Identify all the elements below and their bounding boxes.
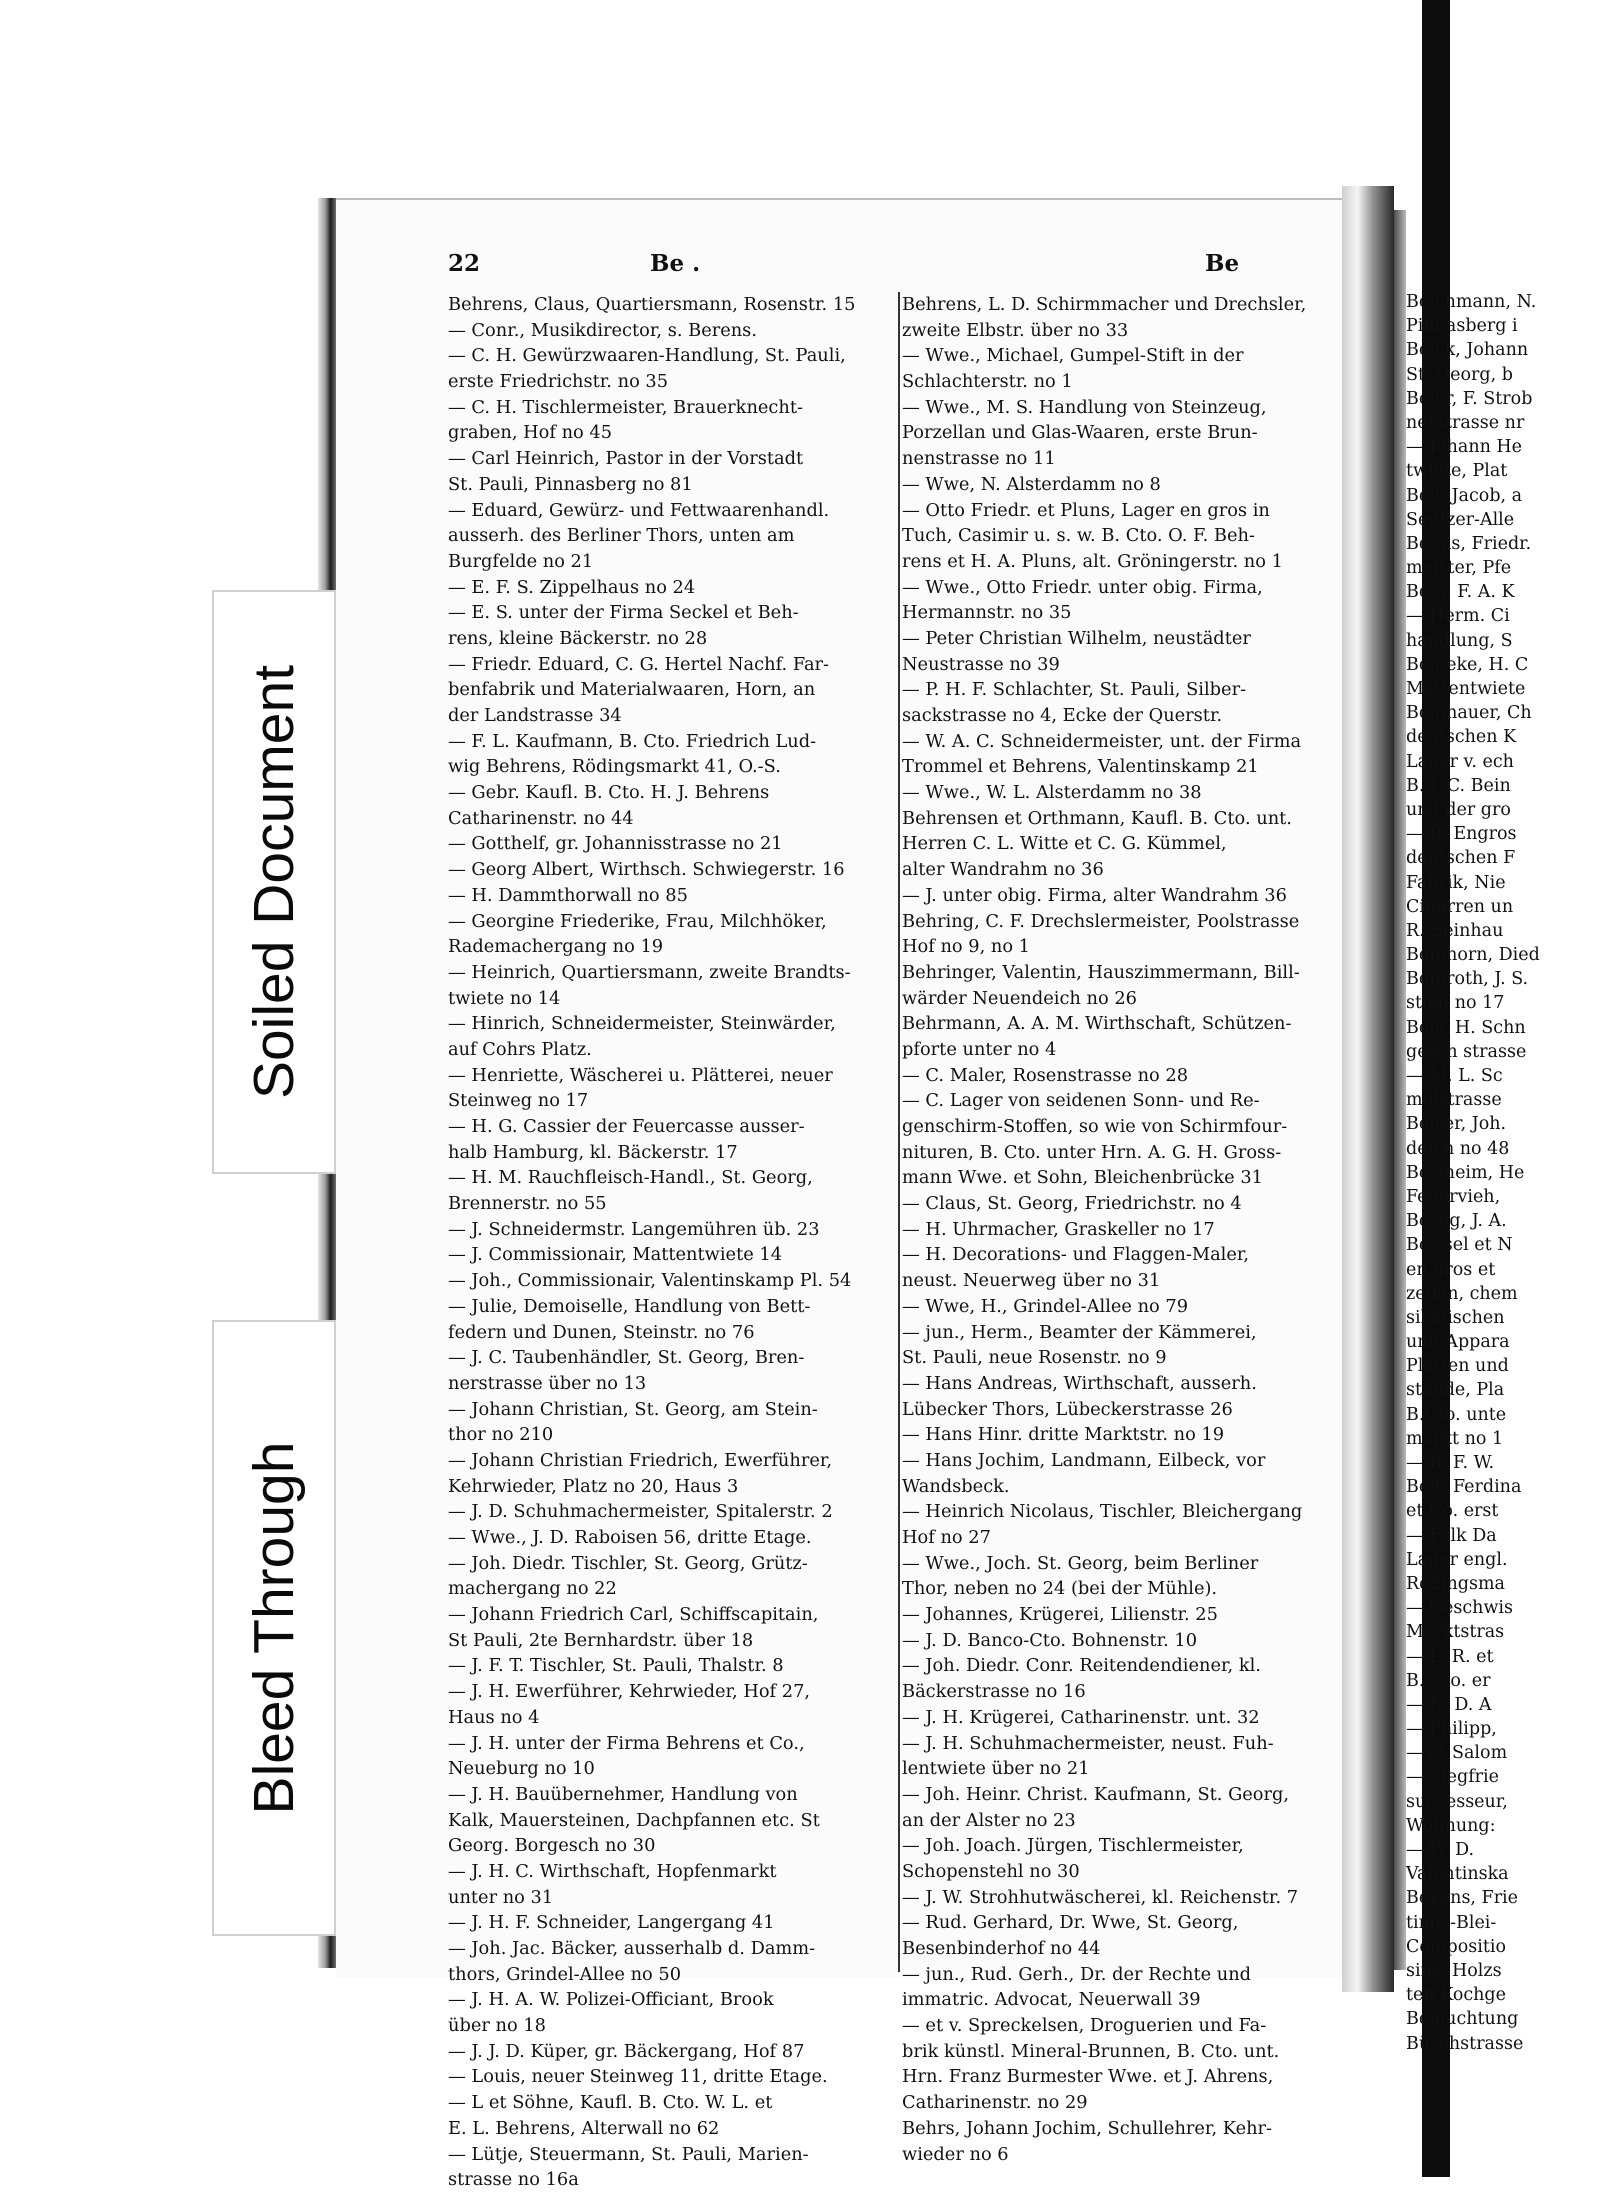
entry-line: stieg no 17 bbox=[1406, 993, 1505, 1014]
entry-line: — Hans Jochim, Landmann, Eilbeck, vor bbox=[902, 1449, 1266, 1471]
entry-line: neust. Neuerweg über no 31 bbox=[902, 1270, 1161, 1292]
entry-line: meister, Pfe bbox=[1406, 558, 1512, 579]
right-column bbox=[902, 292, 1342, 2167]
entry-line: — Johann Friedrich Carl, Schiffscapitain, bbox=[448, 1604, 819, 1626]
entry-line: Steinweg no 17 bbox=[448, 1090, 589, 1112]
entry-line: — J. H. Bauübernehmer, Handlung von bbox=[448, 1783, 798, 1805]
entry-line: — Heinrich, Quartiersmann, zweite Brandts- bbox=[448, 961, 851, 983]
entry-line: — Eduard, Gewürz- und Fettwaarenhandl. bbox=[448, 499, 830, 521]
bleed-through-label bbox=[212, 1320, 336, 1936]
entry-line: — J. H. C. Wirthschaft, Hopfenmarkt bbox=[448, 1860, 777, 1882]
entry-line: Beick, Johann bbox=[1406, 340, 1529, 361]
entry-line: Beinhauer, Ch bbox=[1406, 703, 1532, 724]
entry-line: — Georg Albert, Wirthsch. Schwiegerstr. 16 bbox=[448, 859, 845, 881]
entry-line: R. Beinhau bbox=[1406, 920, 1504, 941]
page-header bbox=[448, 250, 1328, 290]
entry-line: — Peter Christian Wilhelm, neustädter bbox=[902, 627, 1251, 649]
entry-line: Hermannstr. no 35 bbox=[902, 602, 1072, 624]
entry-line: — Joh. Diedr. Conr. Reitendendiener, kl. bbox=[902, 1655, 1261, 1677]
entry-line: — Conr., Musikdirector, s. Berens. bbox=[448, 319, 757, 341]
column-divider bbox=[898, 292, 900, 1972]
entry-line: — Hinrich, Schneidermeister, Steinwärder, bbox=[448, 1013, 836, 1035]
entry-line: — C. H. Gewürzwaaren-Handlung, St. Pauli, bbox=[448, 345, 846, 367]
entry-line: deutschen K bbox=[1406, 727, 1517, 748]
entry-line: auf Cohrs Platz. bbox=[448, 1038, 592, 1060]
entry-line: der Landstrasse 34 bbox=[448, 705, 622, 726]
entry-line: alter Wandrahm no 36 bbox=[902, 859, 1104, 881]
entry-line: Platten und bbox=[1406, 1356, 1509, 1377]
entry-line: E. L. Behrens, Alterwall no 62 bbox=[448, 2117, 720, 2139]
entry-line: — jun., Rud. Gerh., Dr. der Rechte und bbox=[902, 1963, 1252, 1985]
entry-line: — Louis, neuer Steinweg 11, dritte Etage. bbox=[448, 2066, 828, 2088]
entry-line: Hof no 27 bbox=[902, 1527, 991, 1548]
entry-line: Brennerstr. no 55 bbox=[448, 1193, 607, 1215]
entry-line: — et v. Spreckelsen, Droguerien und Fa- bbox=[902, 2015, 1267, 2037]
entry-line: markt no 1 bbox=[1406, 1428, 1504, 1449]
entry-line: — Joh. Joach. Jürgen, Tischlermeister, bbox=[902, 1835, 1244, 1857]
entry-line: — Johann Christian Friedrich, Ewerführer, bbox=[448, 1449, 833, 1471]
entry-line: Büschstrasse bbox=[1406, 2033, 1524, 2054]
gutter-shadow bbox=[1392, 210, 1406, 1970]
entry-line: zellan, chem bbox=[1406, 1283, 1518, 1304]
entry-line: nenstrasse no 11 bbox=[902, 448, 1056, 470]
entry-line: — E. S. unter der Firma Seckel et Beh- bbox=[448, 602, 799, 624]
page-number: 22 bbox=[448, 250, 481, 277]
facing-page-fragment bbox=[1406, 290, 1600, 2056]
entry-line: — H. M. Rauchfleisch-Handl., St. Georg, bbox=[448, 1167, 813, 1189]
entry-line: — Gebr. Kaufl. B. Cto. H. J. Behrens bbox=[448, 782, 770, 804]
entry-line: — F. L. Kaufmann, B. Cto. Friedrich Lud- bbox=[448, 730, 817, 752]
entry-line: Beis, H. Schn bbox=[1406, 1017, 1526, 1038]
entry-line: erste Friedrichstr. no 35 bbox=[448, 371, 669, 393]
entry-line: deutschen F bbox=[1406, 848, 1516, 869]
entry-line: halb Hamburg, kl. Bäckerstr. 17 bbox=[448, 1141, 738, 1163]
entry-line: B. J. C. Bein bbox=[1406, 775, 1511, 796]
entry-line: immatric. Advocat, Neuerwall 39 bbox=[902, 1989, 1201, 2011]
entry-line: an der Alster no 23 bbox=[902, 1809, 1076, 1831]
entry-line: benfabrik und Materialwaaren, Horn, an bbox=[448, 679, 816, 701]
entry-line: thors, Grindel-Allee no 50 bbox=[448, 1963, 682, 1985]
entry-line: Beil, Jacob, a bbox=[1406, 485, 1523, 506]
entry-line: — J. H. Ewerführer, Kehrwieder, Hof 27, bbox=[448, 1681, 811, 1703]
entry-line: — L. R. et bbox=[1406, 1646, 1494, 1667]
entry-line: wieder no 6 bbox=[902, 2143, 1009, 2165]
entry-line: — Henriette, Wäscherei u. Plätterei, neuer bbox=[448, 1064, 833, 1086]
entry-line: sackstrasse no 4, Ecke der Querstr. bbox=[902, 705, 1223, 726]
entry-line: und der gro bbox=[1406, 799, 1511, 820]
entry-line: lentwiete über no 21 bbox=[902, 1758, 1090, 1780]
entry-line: machergang no 22 bbox=[448, 1578, 617, 1600]
entry-line: — Claus, St. Georg, Friedrichstr. no 4 bbox=[902, 1193, 1242, 1215]
entry-line: — Friedr. Eduard, C. G. Hertel Nachf. Far- bbox=[448, 653, 830, 675]
entry-line: ten Kochge bbox=[1406, 1985, 1506, 2006]
entry-line: Beims, Friedr. bbox=[1406, 533, 1532, 554]
entry-line: Valentinska bbox=[1406, 1864, 1509, 1885]
entry-line: strasse no 16a bbox=[448, 2169, 579, 2191]
entry-line: Lübecker Thors, Lübeckerstrasse 26 bbox=[902, 1398, 1233, 1420]
entry-line: Beinroth, J. S. bbox=[1406, 969, 1529, 990]
entry-line: Beichmann, N. bbox=[1406, 292, 1537, 312]
entry-line: — C. H. Tischlermeister, Brauerknecht- bbox=[448, 396, 803, 418]
entry-line: Haus no 4 bbox=[448, 1706, 540, 1728]
entry-line: — et Salom bbox=[1406, 1743, 1508, 1764]
entry-line: — Joh. Heinr. Christ. Kaufmann, St. Georg, bbox=[902, 1783, 1290, 1805]
entry-line: — Johann Christian, St. Georg, am Stein- bbox=[448, 1398, 818, 1420]
entry-line: nituren, B. Cto. unter Hrn. A. G. H. Gross- bbox=[902, 1141, 1282, 1163]
entry-line: — W. D. bbox=[1406, 1840, 1475, 1860]
entry-line: en gros et bbox=[1406, 1259, 1496, 1280]
entry-line: Behrs, Johann Jochim, Schullehrer, Kehr- bbox=[902, 2117, 1273, 2139]
entry-line: — Otto Friedr. et Pluns, Lager en gros in bbox=[902, 499, 1270, 521]
entry-line: twiete no 14 bbox=[448, 987, 561, 1009]
entry-line: Beleuchtung bbox=[1406, 2009, 1519, 2030]
entry-line: Wandsbeck. bbox=[902, 1475, 1010, 1497]
entry-line: successeur, bbox=[1406, 1791, 1508, 1812]
entry-line: — J. H. A. W. Polizei-Officiant, Brook bbox=[448, 1989, 774, 2011]
entry-line: nerstrasse nr bbox=[1406, 412, 1525, 433]
entry-line: ausserh. des Berliner Thors, unten am bbox=[448, 525, 795, 547]
entry-line: Behrens, Claus, Quartiersmann, Rosenstr. 15 bbox=[448, 294, 856, 315]
entry-line: Neueburg no 10 bbox=[448, 1758, 595, 1780]
entry-line: — Joh., Commissionair, Valentinskamp Pl. 54 bbox=[448, 1270, 852, 1292]
entry-line: Beier, F. Strob bbox=[1406, 388, 1533, 409]
entry-line: — J. F. T. Tischler, St. Pauli, Thalstr. 8 bbox=[448, 1655, 784, 1677]
entry-line: — Julie, Demoiselle, Handlung von Bett- bbox=[448, 1295, 811, 1317]
entry-line: Beinhorn, Died bbox=[1406, 945, 1540, 966]
entry-line: — Wwe., M. S. Handlung von Steinzeug, bbox=[902, 396, 1267, 418]
entry-line: tings-Blei- bbox=[1406, 1912, 1497, 1933]
entry-line: wig Behrens, Rödingsmarkt 41, O.-S. bbox=[448, 756, 781, 778]
entry-line: B.Cto. unte bbox=[1406, 1404, 1507, 1425]
entry-line: Trommel et Behrens, Valentinskamp 21 bbox=[902, 756, 1259, 778]
right-running-head: Be bbox=[1205, 250, 1240, 277]
entry-line: — J. C. Taubenhändler, St. Georg, Bren- bbox=[448, 1347, 805, 1369]
entry-line: Behrensen et Orthmann, Kaufl. B. Cto. unt. bbox=[902, 807, 1292, 829]
entry-line: — L et Söhne, Kaufl. B. Cto. W. L. et bbox=[448, 2092, 773, 2114]
entry-line: sikalischen bbox=[1406, 1307, 1505, 1328]
entry-line: — H. G. Cassier der Feuercasse ausser- bbox=[448, 1116, 805, 1137]
left-column bbox=[448, 292, 898, 2193]
entry-line: — Wwe., Michael, Gumpel-Stift in der bbox=[902, 345, 1244, 367]
entry-line: Neustrasse no 39 bbox=[902, 653, 1060, 675]
entry-line: Herren C. L. Witte et C. G. Kümmel, bbox=[902, 833, 1227, 855]
entry-line: — J. Schneidermstr. Langemühren üb. 23 bbox=[448, 1218, 820, 1240]
entry-line: Beissel et N bbox=[1406, 1235, 1513, 1256]
entry-line: Beineke, H. C bbox=[1406, 654, 1529, 675]
entry-line: graben, Hof no 45 bbox=[448, 422, 613, 444]
entry-line: Fabrik, Nie bbox=[1406, 872, 1506, 893]
entry-line: Rödingsma bbox=[1406, 1573, 1505, 1594]
entry-line: stände, Pla bbox=[1406, 1380, 1505, 1401]
entry-line: Catharinenstr. no 44 bbox=[448, 807, 634, 829]
entry-line: deich no 48 bbox=[1406, 1138, 1510, 1159]
entry-line: St. Pauli, neue Rosenstr. no 9 bbox=[902, 1347, 1167, 1369]
entry-line: brik künstl. Mineral-Brunnen, B. Cto. unt. bbox=[902, 2040, 1280, 2062]
entry-line: — P. H. F. Schlachter, St. Pauli, Silber- bbox=[902, 679, 1247, 701]
entry-line: zweite Elbstr. über no 33 bbox=[902, 319, 1129, 341]
entry-line: federn und Dunen, Steinstr. no 76 bbox=[448, 1321, 755, 1343]
entry-line: B. Cto. er bbox=[1406, 1670, 1491, 1691]
entry-line: Schopenstehl no 30 bbox=[902, 1860, 1080, 1882]
entry-line: genschirm-Stoffen, so wie von Schirmfour- bbox=[902, 1116, 1288, 1137]
entry-line: Behring, C. F. Drechslermeister, Poolstrasse bbox=[902, 910, 1300, 932]
entry-line: — Wwe., W. L. Alsterdamm no 38 bbox=[902, 782, 1202, 804]
entry-line: Beisig, J. A. bbox=[1406, 1211, 1507, 1232]
entry-line: Wohnung: bbox=[1406, 1815, 1496, 1836]
entry-line: wärder Neuendeich no 26 bbox=[902, 987, 1137, 1009]
entry-line: rens, kleine Bäckerstr. no 28 bbox=[448, 627, 708, 649]
entry-line: Behrmann, A. A. M. Wirthschaft, Schützen- bbox=[902, 1013, 1292, 1035]
entry-line: Rademachergang no 19 bbox=[448, 936, 664, 958]
entry-line: — H. Dammthorwall no 85 bbox=[448, 884, 688, 906]
book-page bbox=[336, 198, 1342, 2191]
book-gutter bbox=[1342, 186, 1394, 1992]
entry-line: Behrens, L. D. Schirmmacher und Drechsler, bbox=[902, 294, 1307, 315]
entry-line: — Hans Hinr. dritte Marktstr. no 19 bbox=[902, 1424, 1225, 1446]
entry-line: mann Wwe. et Sohn, Bleichenbrücke 31 bbox=[902, 1167, 1263, 1189]
entry-line: — Johannes, Krügerei, Lilienstr. 25 bbox=[902, 1604, 1218, 1626]
entry-line: St. Georg, b bbox=[1406, 364, 1513, 385]
entry-line: — Joh. Jac. Bäcker, ausserhalb d. Damm- bbox=[448, 1938, 816, 1959]
entry-line: Beit, Ferdina bbox=[1406, 1477, 1522, 1498]
entry-line: — H. Uhrmacher, Graskeller no 17 bbox=[902, 1218, 1215, 1240]
entry-line: — N. D. A bbox=[1406, 1694, 1492, 1715]
entry-line: — J. H. Krügerei, Catharinenstr. unt. 32 bbox=[902, 1706, 1260, 1728]
entry-line: — Wwe., Otto Friedr. unter obig. Firma, bbox=[902, 576, 1263, 598]
entry-line: — Falk Da bbox=[1406, 1525, 1497, 1546]
entry-line: — Wwe, N. Alsterdamm no 8 bbox=[902, 473, 1161, 495]
entry-line: — M. L. Sc bbox=[1406, 1066, 1503, 1086]
entry-line: Burgfelde no 21 bbox=[448, 550, 594, 572]
entry-line: — Heinrich Nicolaus, Tischler, Bleichergang bbox=[902, 1501, 1303, 1523]
entry-line: Beisheim, He bbox=[1406, 1162, 1525, 1183]
entry-line: Besenbinderhof no 44 bbox=[902, 1938, 1101, 1959]
entry-line: Hrn. Franz Burmester Wwe. et J. Ahrens, bbox=[902, 2066, 1274, 2088]
entry-line: St Pauli, 2te Bernhardstr. über 18 bbox=[448, 1629, 754, 1651]
entry-line: — Johann He bbox=[1406, 437, 1523, 458]
soiled-document-label-text: Soiled Document bbox=[242, 664, 306, 1100]
entry-line: — C. Maler, Rosenstrasse no 28 bbox=[902, 1064, 1189, 1086]
entry-line: gesch strasse bbox=[1406, 1041, 1527, 1062]
entry-line: sins, Holzs bbox=[1406, 1960, 1502, 1981]
entry-line: — J. D. Banco-Cto. Bohnenstr. 10 bbox=[902, 1629, 1198, 1651]
entry-line: rens et H. A. Pluns, alt. Gröningerstr. no 1 bbox=[902, 550, 1283, 572]
entry-line: — Gotthelf, gr. Johannisstrasse no 21 bbox=[448, 833, 783, 855]
entry-line: — Wwe., Joch. St. Georg, beim Berliner bbox=[902, 1552, 1259, 1574]
entry-line: Hof no 9, no 1 bbox=[902, 936, 1030, 958]
entry-line: Lager engl. bbox=[1406, 1549, 1508, 1570]
entry-line: Beiser, Joh. bbox=[1406, 1114, 1507, 1135]
entry-line: — H. Decorations- und Flaggen-Maler, bbox=[902, 1244, 1250, 1266]
entry-line: Kehrwieder, Platz no 20, Haus 3 bbox=[448, 1475, 739, 1497]
entry-line: — Wwe, H., Grindel-Allee no 79 bbox=[902, 1295, 1189, 1317]
entry-line: — Joh. Diedr. Tischler, St. Georg, Grütz- bbox=[448, 1552, 808, 1574]
entry-line: — J. H. Schuhmachermeister, neust. Fuh- bbox=[902, 1732, 1274, 1754]
entry-line: Porzellan und Glas-Waaren, erste Brun- bbox=[902, 422, 1258, 444]
entry-line: et Co. erst bbox=[1406, 1501, 1499, 1522]
entry-line: — J. J. D. Küper, gr. Bäckergang, Hof 87 bbox=[448, 2040, 805, 2062]
entry-line: unter no 31 bbox=[448, 1886, 554, 1908]
bleed-through-label-text: Bleed Through bbox=[242, 1441, 306, 1815]
entry-line: — jun., Herm., Beamter der Kämmerei, bbox=[902, 1321, 1257, 1343]
entry-line: Federvieh, bbox=[1406, 1186, 1501, 1207]
entry-line: Cigarren un bbox=[1406, 896, 1514, 917]
entry-line: — R. Engros bbox=[1406, 824, 1517, 845]
entry-line: — Georgine Friederike, Frau, Milchhöker, bbox=[448, 910, 827, 932]
entry-line: — J. H. unter der Firma Behrens et Co., bbox=[448, 1732, 805, 1754]
entry-line: Thor, neben no 24 (bei der Mühle). bbox=[902, 1578, 1218, 1600]
entry-line: handlung, S bbox=[1406, 630, 1513, 651]
entry-line: — E. F. S. Zippelhaus no 24 bbox=[448, 576, 696, 598]
entry-line: Seufzer-Alle bbox=[1406, 509, 1515, 530]
entry-line: — Philipp, bbox=[1406, 1719, 1497, 1740]
entry-line: — Herm. Ci bbox=[1406, 606, 1510, 627]
entry-line: — W. A. C. Schneidermeister, unt. der Firma bbox=[902, 730, 1302, 752]
entry-line: pforte unter no 4 bbox=[902, 1038, 1057, 1060]
entry-line: — J. H. F. Schneider, Langergang 41 bbox=[448, 1912, 775, 1934]
entry-line: nerstrasse über no 13 bbox=[448, 1372, 647, 1394]
left-running-head: Be . bbox=[650, 250, 701, 277]
entry-line: — Lütje, Steuermann, St. Pauli, Marien- bbox=[448, 2143, 809, 2165]
entry-line: — Siegfrie bbox=[1406, 1767, 1500, 1788]
entry-line: Bäckerstrasse no 16 bbox=[902, 1681, 1086, 1703]
entry-line: — Hans Andreas, Wirthschaft, ausserh. bbox=[902, 1372, 1257, 1394]
entry-line: — B. F. W. bbox=[1406, 1453, 1495, 1473]
entry-line: Schlachterstr. no 1 bbox=[902, 371, 1073, 393]
entry-line: — Carl Heinrich, Pastor in der Vorstadt bbox=[448, 448, 804, 470]
entry-line: Bein, F. A. K bbox=[1406, 582, 1515, 603]
entry-line: Tuch, Casimir u. s. w. B. Cto. O. F. Beh- bbox=[902, 525, 1255, 547]
entry-line: Marktstras bbox=[1406, 1622, 1505, 1643]
soiled-document-label bbox=[212, 590, 336, 1174]
entry-line: Behringer, Valentin, Hauszimmermann, Bill- bbox=[902, 961, 1300, 983]
entry-line: thor no 210 bbox=[448, 1424, 554, 1446]
entry-line: — C. Lager von seidenen Sonn- und Re- bbox=[902, 1090, 1260, 1112]
entry-line: melstrasse bbox=[1406, 1090, 1502, 1111]
entry-line: Lager v. ech bbox=[1406, 751, 1514, 772]
entry-line: Georg. Borgesch no 30 bbox=[448, 1835, 656, 1857]
entry-line: über no 18 bbox=[448, 2015, 546, 2037]
entry-line: — J. W. Strohhutwäscherei, kl. Reichenstr. 7 bbox=[902, 1886, 1299, 1908]
entry-line: Bekens, Frie bbox=[1406, 1888, 1519, 1909]
entry-line: Pinnasberg i bbox=[1406, 316, 1518, 337]
entry-line: — Wwe., J. D. Raboisen 56, dritte Etage. bbox=[448, 1527, 812, 1548]
entry-line: St. Pauli, Pinnasberg no 81 bbox=[448, 473, 693, 495]
entry-line: Mattentwiete bbox=[1406, 679, 1526, 699]
entry-line: — Geschwis bbox=[1406, 1598, 1514, 1619]
entry-line: — J. Commissionair, Mattentwiete 14 bbox=[448, 1244, 783, 1266]
entry-line: Kalk, Mauersteinen, Dachpfannen etc. St bbox=[448, 1809, 820, 1831]
entry-line: — J. unter obig. Firma, alter Wandrahm 36 bbox=[902, 884, 1287, 906]
entry-line: und Appara bbox=[1406, 1332, 1510, 1353]
entry-line: twiete, Plat bbox=[1406, 461, 1508, 482]
entry-line: — J. D. Schuhmachermeister, Spitalerstr. 2 bbox=[448, 1501, 833, 1523]
entry-line: — Rud. Gerhard, Dr. Wwe, St. Georg, bbox=[902, 1912, 1239, 1934]
entry-line: Catharinenstr. no 29 bbox=[902, 2092, 1088, 2114]
entry-line: Compositio bbox=[1406, 1936, 1507, 1957]
